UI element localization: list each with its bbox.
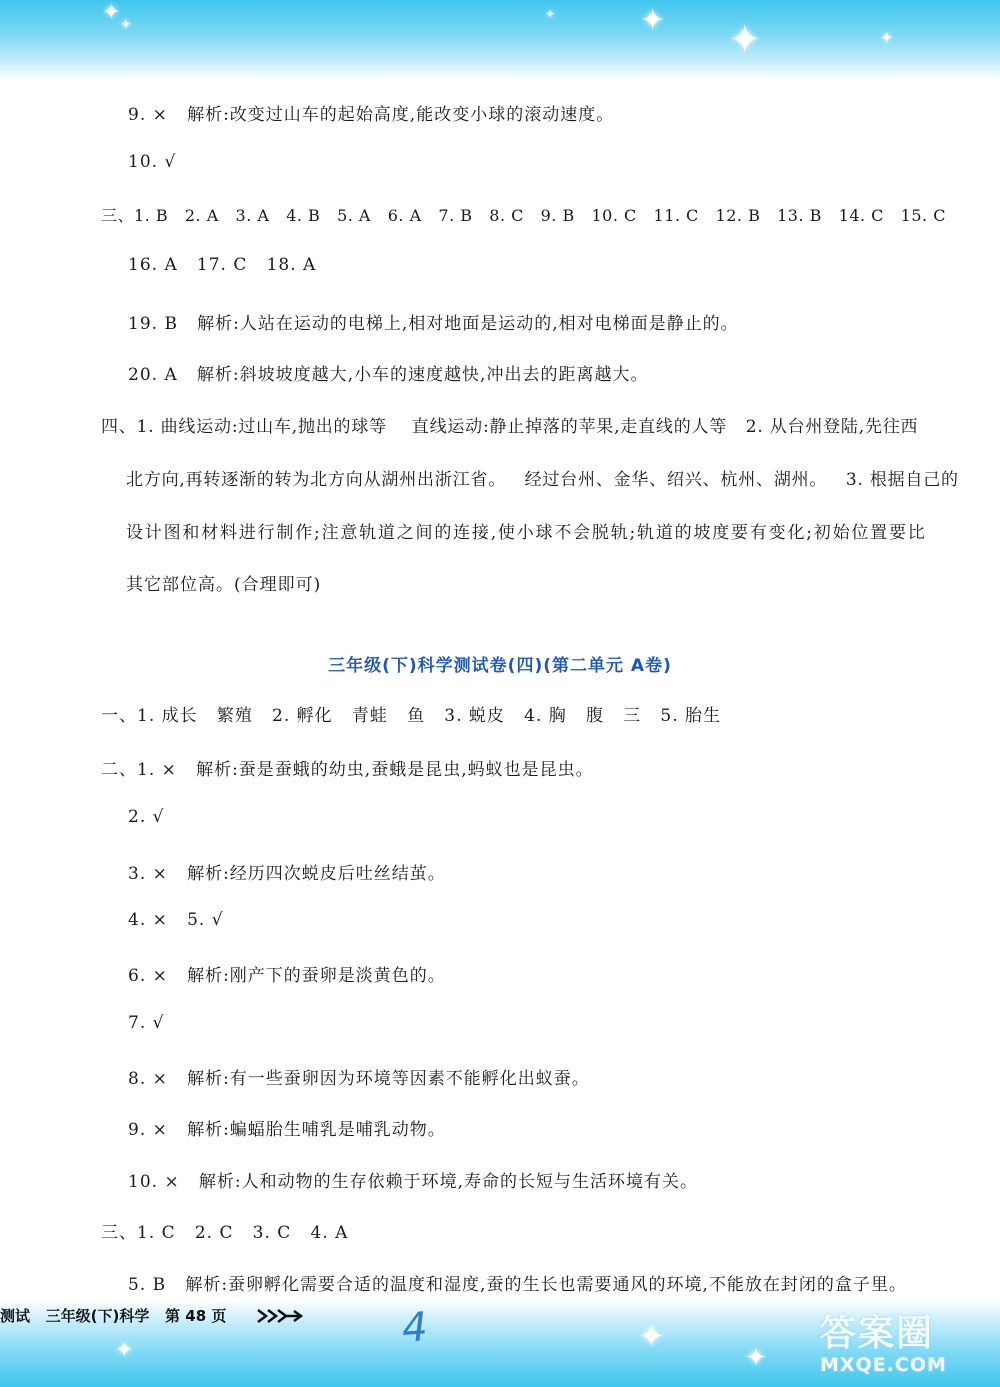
handwritten-mark: 4: [400, 1304, 430, 1352]
sparkle-icon: ✦: [640, 3, 666, 38]
sparkle-icon: ✦: [545, 7, 556, 21]
site-watermark: [820, 1305, 995, 1387]
sparkle-icon: ✦: [102, 0, 121, 25]
answer-line: 8. × 解析:有一些蚕卵因为环境等因素不能孵化出蚁蚕。: [128, 1069, 590, 1089]
sparkle-icon: ✦: [120, 17, 132, 33]
watermark-url: MXQE.COM: [820, 1354, 947, 1376]
answer-line: 三、1. B 2. A 3. A 4. B 5. A 6. A 7. B 8. C 9. B 10. C 11. C 12. B 13. B 14. C 15. C: [101, 206, 946, 225]
answer-line: 二、1. × 解析:蚕是蚕蛾的幼虫,蚕蛾是昆虫,蚂蚁也是昆虫。: [101, 760, 594, 780]
arrow-decoration-icon: [256, 1306, 304, 1326]
answer-line: 2. √: [128, 807, 165, 827]
answer-line: 三、1. C 2. C 3. C 4. A: [101, 1223, 349, 1243]
answer-line: 10. × 解析:人和动物的生存依赖于环境,寿命的长短与生活环境有关。: [128, 1172, 699, 1192]
sparkle-icon: ✦: [745, 1343, 767, 1373]
answer-line: 9. × 解析:蝙蝠胎生哺乳是哺乳动物。: [128, 1120, 446, 1140]
answer-line: 7. √: [128, 1013, 165, 1033]
answer-line: 北方向,再转逐渐的转为北方向从湖州出浙江省。 经过台州、金华、绍兴、杭州、湖州。 3. 根据自己的: [126, 470, 959, 490]
top-decorative-band: [0, 0, 1000, 80]
answer-line: 20. A 解析:斜坡坡度越大,小车的速度越快,冲出去的距离越大。: [128, 365, 649, 385]
answer-line: 四、1. 曲线运动:过山车,抛出的球等 直线运动:静止掉落的苹果,走直线的人等 2. 从台州登陆,先往西: [101, 417, 919, 437]
answer-line: 16. A 17. C 18. A: [128, 255, 317, 275]
answer-line: 其它部位高。(合理即可): [126, 575, 322, 595]
answer-line: 19. B 解析:人站在运动的电梯上,相对地面是运动的,相对电梯面是静止的。: [128, 314, 739, 334]
section-title: 三年级(下)科学测试卷(四)(第二单元 A卷): [328, 656, 672, 676]
sparkle-icon: ✦: [880, 28, 894, 47]
answer-line: 4. × 5. √: [128, 910, 224, 930]
page-footer: 测试 三年级(下)科学 第 48 页: [0, 1307, 227, 1325]
answer-line: 9. × 解析:改变过山车的起始高度,能改变小球的滚动速度。: [128, 105, 615, 125]
answer-line: 设计图和材料进行制作;注意轨道之间的连接,使小球不会脱轨;轨道的坡度要有变化;初始位置要比: [126, 523, 927, 543]
answer-line: 一、1. 成长 繁殖 2. 孵化 青蛙 鱼 3. 蜕皮 4. 胸 腹 三 5. 胎生: [101, 706, 722, 726]
sparkle-icon: ✦: [728, 17, 762, 63]
sparkle-icon: ✦: [638, 1317, 665, 1355]
watermark-logo-text: 答案圈: [820, 1313, 935, 1354]
answer-line: 5. B 解析:蚕卵孵化需要合适的温度和湿度,蚕的生长也需要通风的环境,不能放在封闭的盒子里。: [128, 1275, 907, 1295]
answer-line: 6. × 解析:刚产下的蚕卵是淡黄色的。: [128, 966, 446, 986]
sparkle-icon: ✦: [115, 1338, 134, 1363]
answer-line: 3. × 解析:经历四次蜕皮后吐丝结茧。: [128, 864, 446, 884]
answer-line: 10. √: [128, 152, 177, 172]
